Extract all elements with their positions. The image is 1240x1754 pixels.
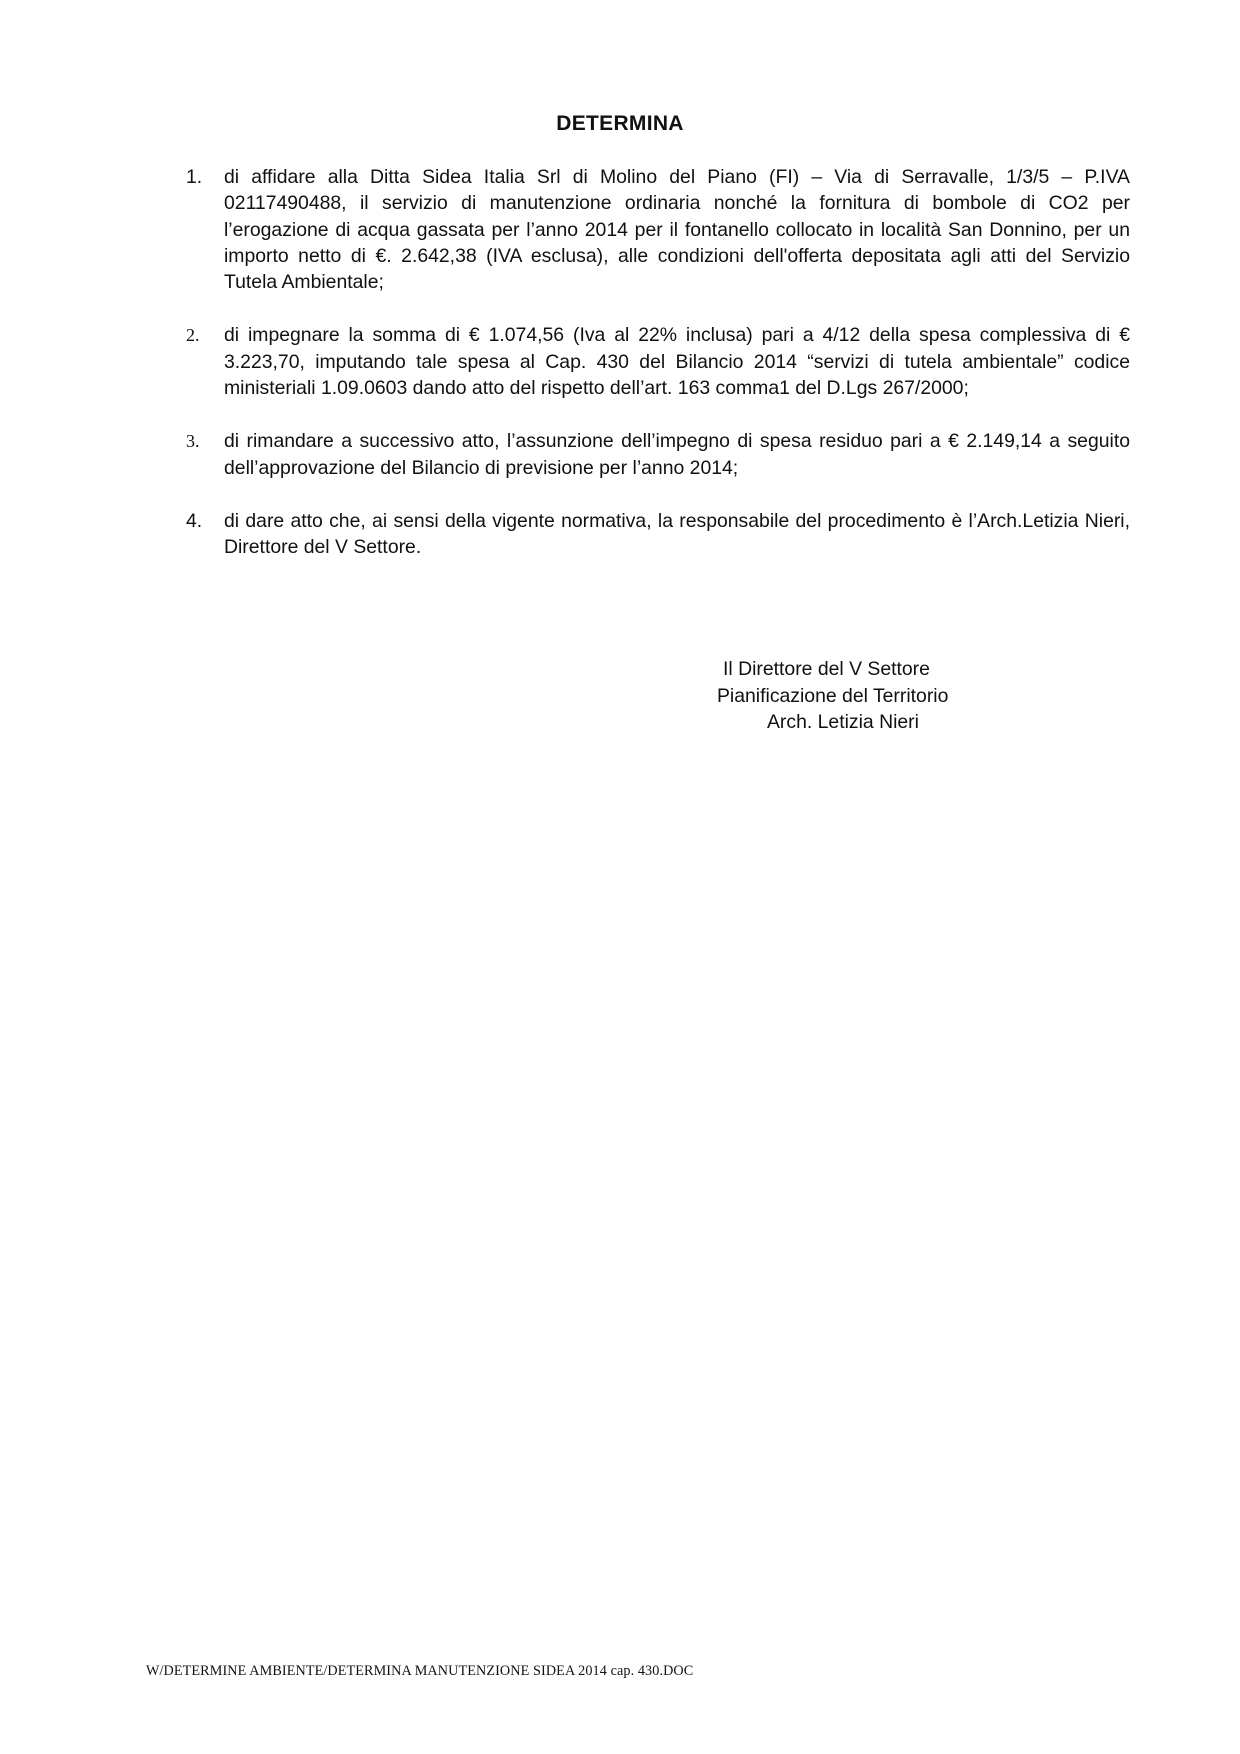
item-text: di rimandare a successivo atto, l’assunzione dell’impegno di spesa residuo pari a € 2.149,14 a seguito dell’approvazione del Bilancio di previsione per l’anno 2014; — [224, 430, 1130, 479]
signature-department: Pianificazione del Territorio — [717, 684, 949, 707]
item-text: di impegnare la somma di € 1.074,56 (Iva al 22% inclusa) pari a 4/12 della spesa complessiva di € 3.223,70, imputando tale spesa al Cap. 430 del Bilancio 2014 “servizi di tutela ambientale” codice ministeriali 1.09.0603 dando atto del rispetto dell’art. 163 comma1 del D.Lgs 267/2000; — [224, 324, 1130, 400]
determination-list — [168, 164, 1130, 588]
item-number: 1. — [186, 166, 203, 188]
signature-title: Il Direttore del V Settore — [723, 658, 930, 680]
signature-name: Arch. Letizia Nieri — [767, 711, 919, 733]
item-text: di dare atto che, ai sensi della vigente normativa, la responsabile del procedimento è l’Arch.Letizia Nieri, Direttore del V Settore. — [224, 509, 1130, 559]
item-number: 2. — [186, 325, 200, 346]
item-number: 4. — [186, 509, 203, 532]
item-number: 3. — [186, 431, 200, 452]
item-text: di affidare alla Ditta Sidea Italia Srl di Molino del Piano (FI) – Via di Serravalle, 1/3/5 – P.IVA 02117490488, il servizio di manutenzione ordinaria nonché la fornitura di bombole di CO2 per l’erogazione di acqua gassata per l’anno 2014 per il fontanello collocato in località San Donnino, per un importo netto di €. 2.642,38 (IVA esclusa), alle condizioni dell'offerta depositata agli atti del Servizio Tutela Ambientale; — [224, 166, 1130, 294]
document-heading: DETERMINA — [556, 112, 684, 135]
file-path-footer: W/DETERMINE AMBIENTE/DETERMINA MANUTENZIONE SIDEA 2014 cap. 430.DOC — [146, 1663, 694, 1679]
signature-block — [700, 656, 1020, 736]
determination-item-1 — [168, 164, 1130, 295]
determination-item-3 — [168, 428, 1130, 481]
determination-item-4 — [168, 508, 1130, 561]
determination-item-2 — [168, 322, 1130, 401]
